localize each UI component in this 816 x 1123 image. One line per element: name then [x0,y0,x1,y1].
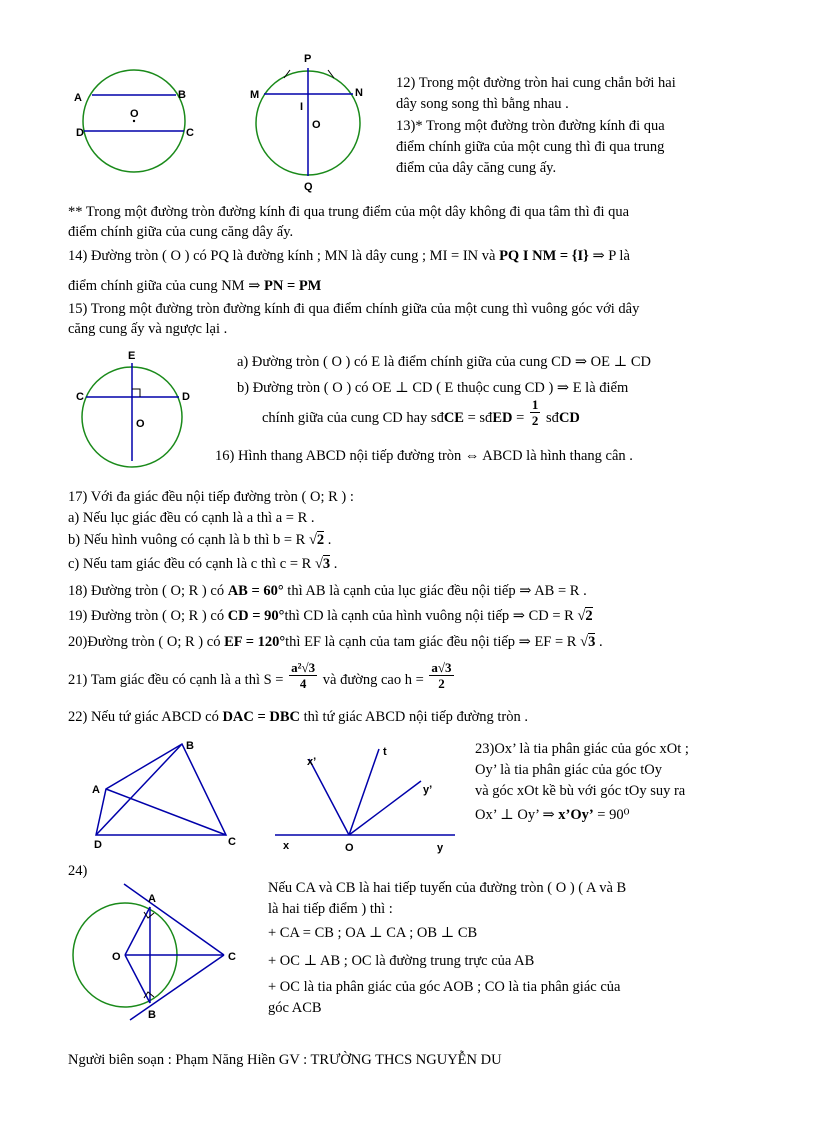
figure-perpendicular-diameter [72,345,197,470]
label-c: C [228,836,236,848]
label-b: B [186,740,194,752]
item-14-line2: điểm chính giữa của cung NM ⇒ PN = PM [68,278,322,294]
label-n: N [355,87,363,99]
label-i: I [300,101,304,113]
label-a: A [92,784,100,796]
item-15a: a) Đường tròn ( O ) có E là điểm chính giữa của cung CD ⇒ OE ⊥ CD [237,354,651,370]
item-24-number: 24) [68,863,88,879]
figure-parallel-chords [70,65,200,180]
label-o: O [312,119,321,131]
item-24-line5: + OC là tia phân giác của góc AOB ; CO là tia phân giác của [268,979,621,995]
label-x: x [283,840,290,852]
item-13-line3: điểm của dây căng cung ấy. [396,160,557,176]
label-a: A [74,92,82,104]
item-24-line4: + OC ⊥ AB ; OC là đường trung trực của AB [268,953,535,969]
item-14-line1: 14) Đường tròn ( O ) có PQ là đường kính ; MN là dây cung ; MI = IN và PQ I NM = {I} ⇒ P là [68,248,630,264]
label-p: P [304,53,312,65]
item-24-line6: góc ACB [268,1000,322,1016]
figure-angle-bisectors [275,745,465,855]
label-a: A [148,893,156,905]
label-m: M [250,89,260,101]
item-21: 21) Tam giác đều có cạnh là a thì S = $\frac{\text{a²√3}}{4}$ và đường cao h = $\frac{a√3}{2}$ [68,660,452,692]
item-23-line2: Oy’ là tia phân giác của góc tOy [475,762,662,778]
item-24-line2: là hai tiếp điểm ) thì : [268,901,393,917]
item-23-line1: 23)Ox’ là tia phân giác của góc xOt ; [475,741,689,757]
item-23-line4: Ox’ ⊥ Oy’ ⇒ x’Oy’ = 90⁰ [475,807,630,823]
item-17b: b) Nếu hình vuông có cạnh là b thì b = R √2 . [68,532,332,548]
label-e: E [128,350,136,362]
label-d: D [182,391,190,403]
label-o: O [136,418,145,430]
item-15-line1: 15) Trong một đường tròn đường kính đi qua điểm chính giữa của một cung thì vuông góc với dây [68,301,640,317]
item-star-line2: điểm chính giữa của cung căng dây ấy. [68,224,294,240]
item-20: 20)Đường tròn ( O; R ) có EF = 120°thì EF là cạnh của tam giác đều nội tiếp ⇒ EF = R √3 . [68,634,603,650]
label-b: B [148,1009,156,1021]
label-c: C [186,127,194,139]
figure-cyclic-quadrilateral [90,736,250,851]
item-15-line2: căng cung ấy và ngược lại . [68,321,228,337]
label-b: B [178,89,186,101]
label-c: C [76,391,84,403]
label-y-prime: y’ [423,784,433,796]
label-o: O [112,951,121,963]
label-o: O [345,842,354,854]
footer-author: Người biên soạn : Phạm Năng Hiền GV : TRƯỜNG THCS NGUYỄN DU [68,1052,502,1068]
item-15b-line2: chính giữa của cung CD hay sđCE = sđED = $\frac{1}{2}$ sđCD [262,397,580,429]
item-17-head: 17) Với đa giác đều nội tiếp đường tròn ( O; R ) : [68,489,354,505]
figure-diameter-midpoint [250,50,380,200]
figure-tangent-lines [72,880,252,1025]
item-13-line2: điểm chính giữa của một cung thì đi qua trung [396,139,665,155]
label-q: Q [304,181,313,193]
item-17a: a) Nếu lục giác đều có cạnh là a thì a = R . [68,510,315,526]
item-star-line1: ** Trong một đường tròn đường kính đi qua trung điểm của một dây không đi qua tâm thì đi qua [68,204,630,220]
label-o: O [130,108,139,120]
item-16: 16) Hình thang ABCD nội tiếp đường tròn ⇔ ABCD là hình thang cân . [215,448,633,464]
label-t: t [383,746,387,758]
item-12-line2: dây song song thì bằng nhau . [396,96,569,112]
item-18: 18) Đường tròn ( O; R ) có AB = 60° thì AB là cạnh của lục giác đều nội tiếp ⇒ AB = R . [68,583,587,599]
item-19: 19) Đường tròn ( O; R ) có CD = 90°thì CD là cạnh của hình vuông nội tiếp ⇒ CD = R √2 [68,608,593,624]
label-d: D [94,839,102,851]
item-15b-line1: b) Đường tròn ( O ) có OE ⊥ CD ( E thuộc cung CD ) ⇒ E là điểm [237,380,629,396]
label-d: D [76,127,84,139]
label-y: y [437,842,444,854]
label-x-prime: x’ [307,756,317,768]
item-13-line1: 13)* Trong một đường tròn đường kính đi qua [396,118,665,134]
label-c: C [228,951,236,963]
item-24-line1: Nếu CA và CB là hai tiếp tuyến của đường tròn ( O ) ( A và B [268,880,627,896]
item-22: 22) Nếu tứ giác ABCD có DAC = DBC thì tứ giác ABCD nội tiếp đường tròn . [68,709,528,725]
item-12-line1: 12) Trong một đường tròn hai cung chắn bởi hai [396,75,676,91]
item-23-line3: và góc xOt kề bù với góc tOy suy ra [475,783,686,799]
item-17c: c) Nếu tam giác đều có cạnh là c thì c = R √3 . [68,556,338,572]
item-24-line3: + CA = CB ; OA ⊥ CA ; OB ⊥ CB [268,925,478,941]
